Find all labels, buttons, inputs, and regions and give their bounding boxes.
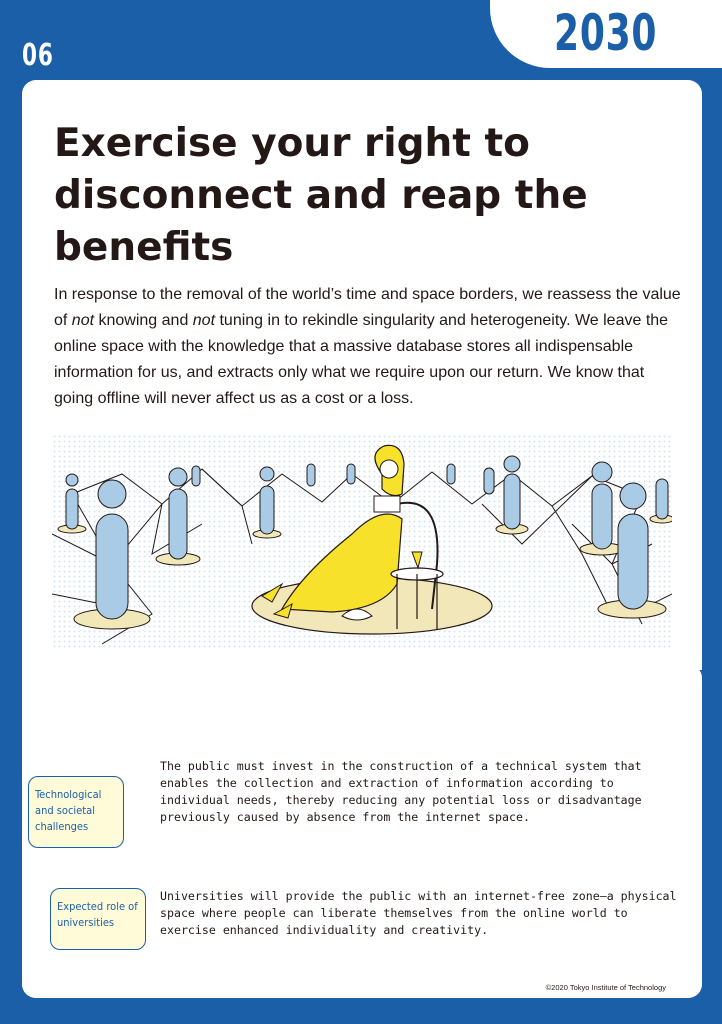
intro-paragraph bbox=[54, 282, 682, 412]
intro-part-3: tuning in to rekindle singularity and heterogeneity. We leave the online space with the knowledge that a massive database stores all indispensable information for us, and extracts only what we require upon our return. We know that going offline will never affect us as a cost or a loss. bbox=[54, 312, 669, 407]
university-role-tag: Expected role of universities bbox=[50, 888, 146, 950]
challenges-text: The public must invest in the construction of a technical system that enables the collection and extraction of information according to individual needs, thereby reducing any potential loss or disadvantage previously caused by absence from the internet space. bbox=[160, 759, 642, 824]
challenges-tag: Technological and societal challenges bbox=[28, 776, 124, 848]
intro-emphasis-1: not bbox=[71, 312, 95, 329]
page-title: Exercise your right to disconnect and reap the benefits bbox=[54, 121, 588, 270]
year-tab bbox=[490, 0, 722, 68]
intro-part-2: knowing and bbox=[94, 312, 193, 329]
page-number: 06 bbox=[22, 38, 54, 73]
intro-emphasis-2: not bbox=[192, 312, 216, 329]
year-label: 2030 bbox=[554, 4, 658, 62]
copyright-notice: ©2020 Tokyo Institute of Technology bbox=[545, 983, 666, 992]
university-role-text: Universities will provide the public with an internet-free zone—a physical space where people can liberate themselves from the online world to exercise enhanced individuality and creativity. bbox=[160, 889, 677, 937]
intro-part-1: In response to the removal of the world’s time and space borders, we reassess the value of bbox=[54, 286, 681, 329]
illustration-disconnected-woman bbox=[52, 434, 672, 650]
